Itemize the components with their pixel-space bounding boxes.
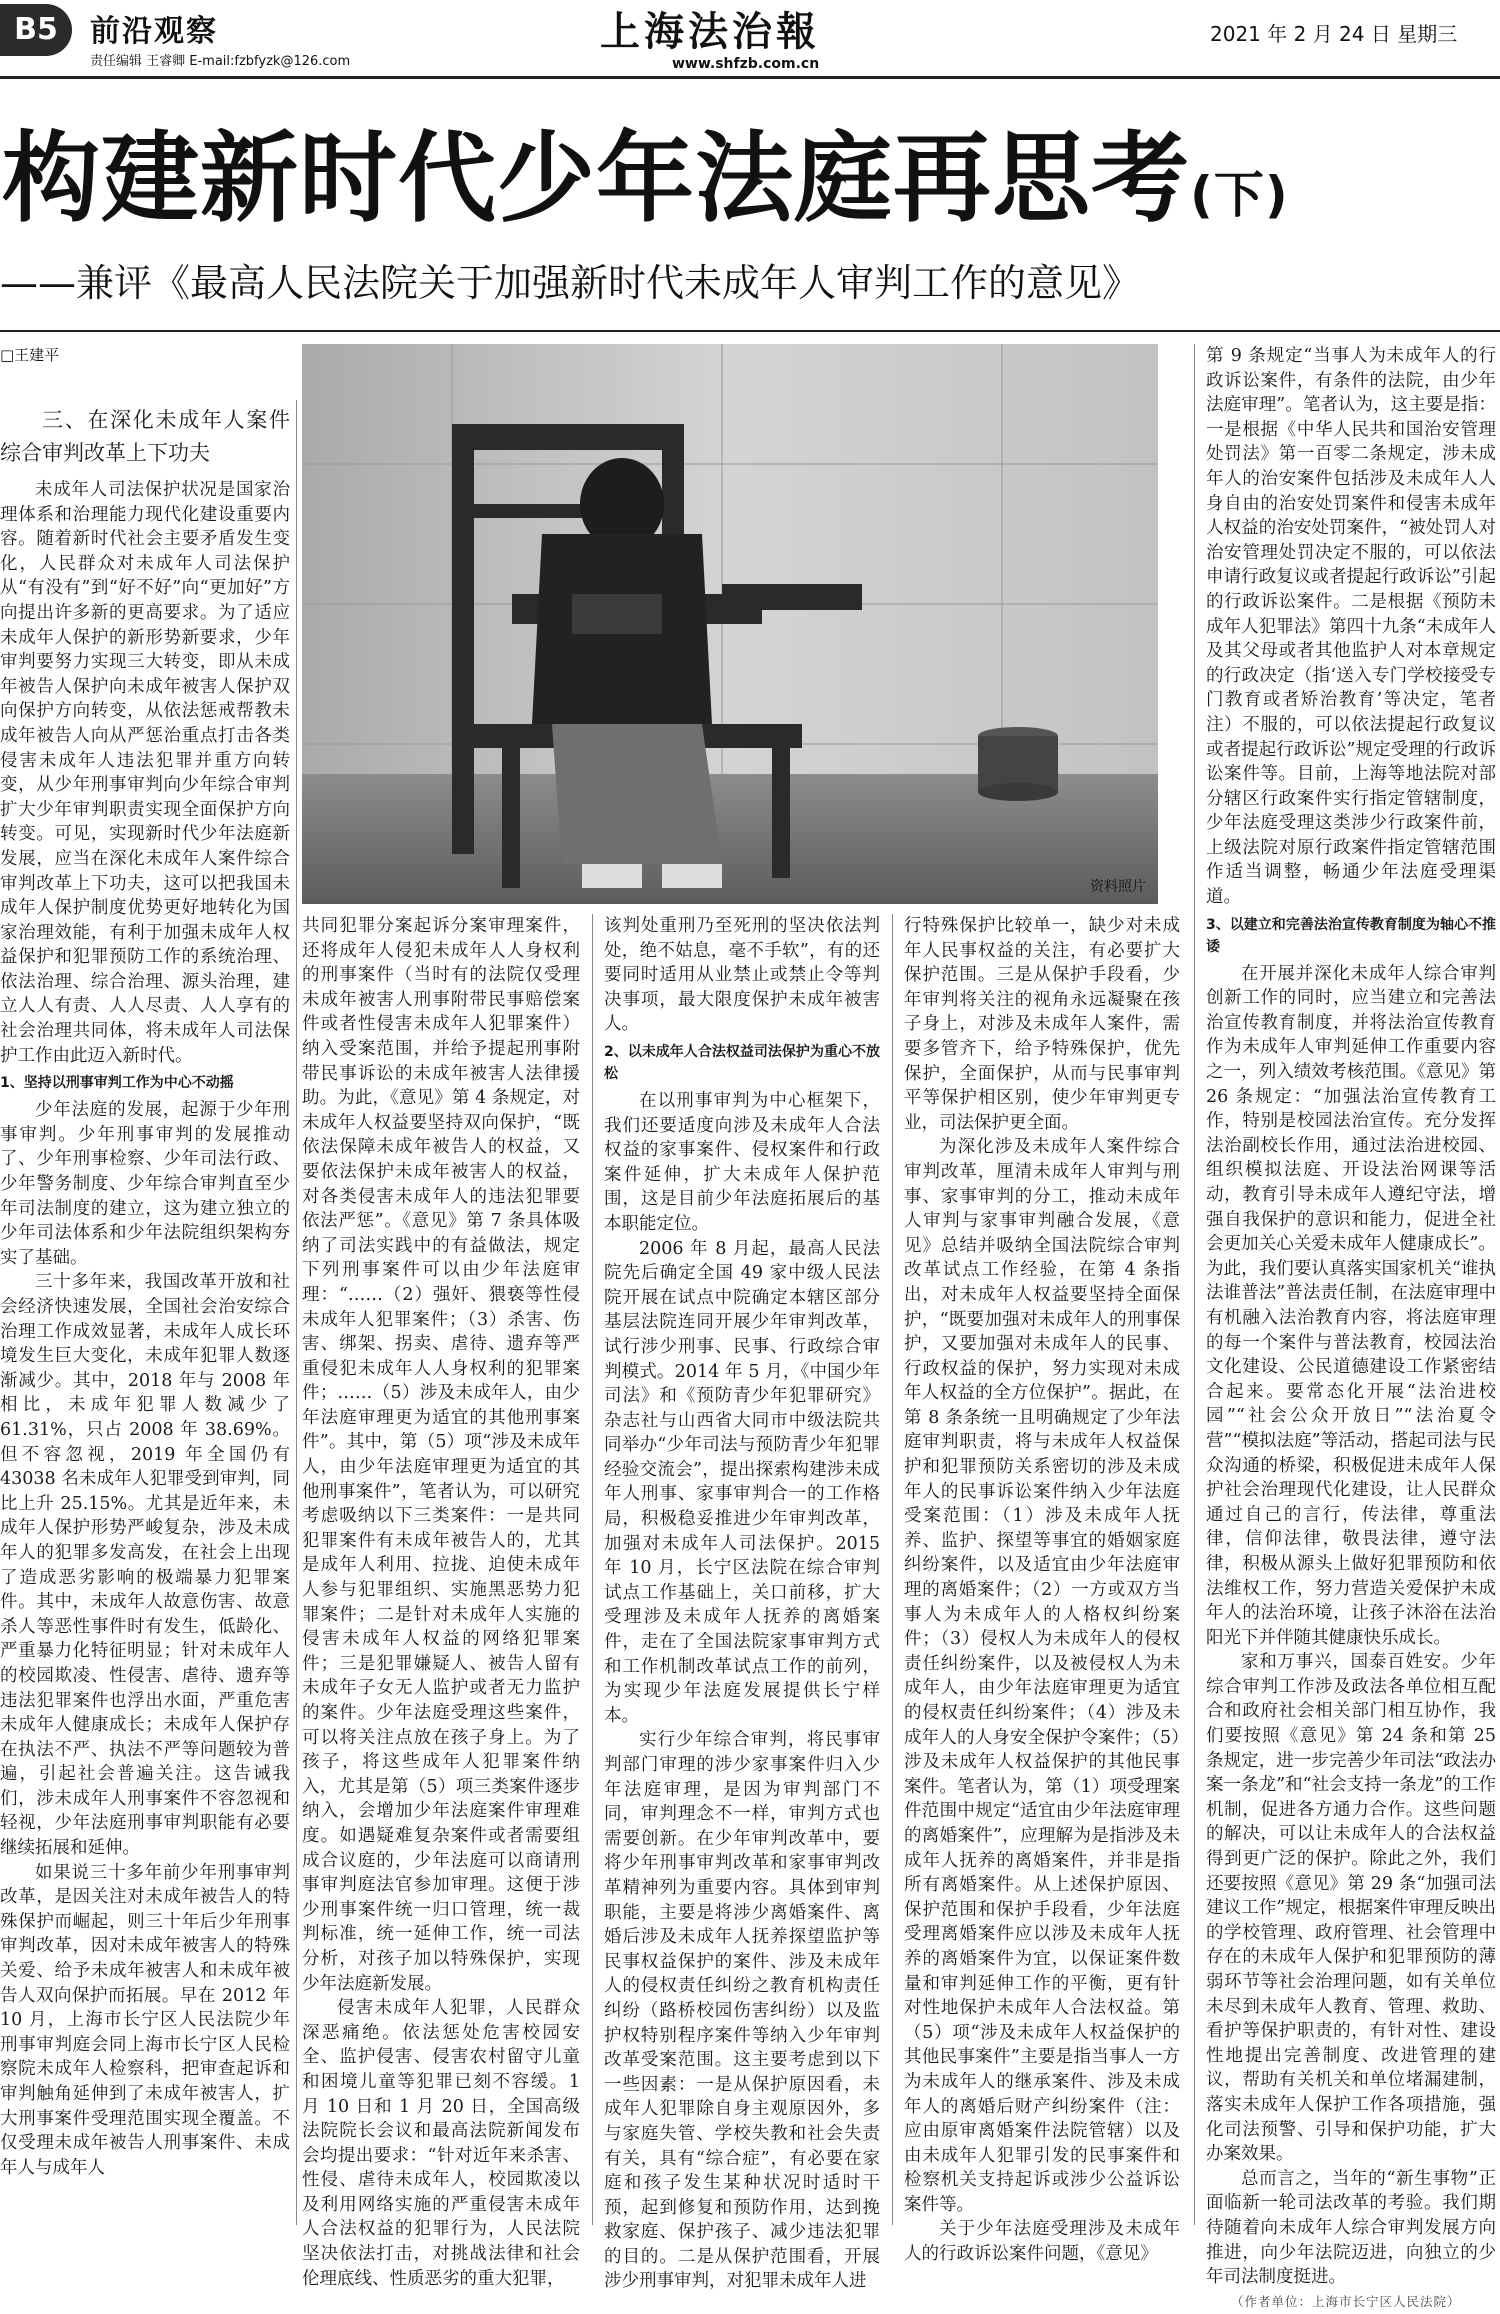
- article-headline: [2, 100, 1289, 241]
- paragraph: 三十多年来，我国改革开放和社会经济快速发展，全国社会治安综合治理工作成效显著，未成年人成长环境发生巨大变化，未成年犯罪人数逐渐减少。其中，2018 年与 2008 年相比，未成年犯罪人数减少了 61.31%，只占 2008 年 38.69%。但不容忽视，2019 年全国仍有 43038 名未成年人犯罪受到审判，同比上升 25.15%。尤其是近年来，未成年人保护形势严峻复杂，涉及未成年人的犯罪多发高发，在社会上出现了造成恶劣影响的极端暴力犯罪案件。其中，未成年人故意伤害、故意杀人等恶性事件时有发生，低龄化、严重暴力化特征明显；针对未成年人的校园欺凌、性侵害、虐待、遗弃等违法犯罪案件也浮出水面，严重危害未成年人健康成长；未成年人保护存在执法不严、执法不严等问题较为普遍，引起社会普遍关注。这告诫我们，涉未成年人刑事案件不容忽视和轻视，少年法庭刑事审判职能有必要继续拓展和延伸。: [0, 1272, 290, 1859]
- subsection-heading: 1、坚持以刑事审判工作为中心不动摇: [0, 1075, 234, 1092]
- column-divider: [892, 914, 893, 2225]
- byline: □王建平: [0, 346, 60, 364]
- section-name: 前沿观察: [90, 14, 218, 49]
- header-rule: [0, 76, 1500, 79]
- column-1: [0, 400, 290, 2225]
- paragraph: 总而言之，当年的“新生事物”正面临新一轮司法改革的考验。我们期待随着向未成年人综合审判发展方向推进，向少年法院迈进，向独立的少年司法制度挺进。: [1206, 2168, 1496, 2288]
- paragraph: 家和万事兴，国泰百姓安。少年综合审判工作涉及政法各单位相互配合和政府社会相关部门相互协作，我们要按照《意见》第 24 条和第 25 条规定，进一步完善少年司法“政法办案一条龙”和“社会支持一条龙”的工作机制，促进各方通力合作。这些问题的解决，可以让未成年人的合法权益得到更广泛的保护。除此之外，我们还要按照《意见》第 29 条“加强司法建议工作”规定，根据案件审理反映出的学校管理、政府管理、社会管理中存在的未成年人保护和犯罪预防的薄弱环节等社会治理问题，如有关单位未尽到未成年人教育、管理、救助、看护等保护职责的，有针对性、建设性地提出完善制度、改进管理的建议，帮助有关机关和单位堵漏建制，落实未成年人保护工作各项措施，强化司法预警、引导和保护功能，扩大办案效果。: [1206, 1652, 1496, 2165]
- paragraph: 2006 年 8 月起，最高人民法院先后确定全国 49 家中级人民法院开展在试点中院确定本辖区部分基层法院连同开展少年审判改革，试行涉少刑事、民事、行政综合审判模式。2014 年 5 月，《中国少年司法》和《预防青少年犯罪研究》杂志社与山西省大同市中级法院共同举办“少年司法与预防青少年犯罪经验交流会”，提出探索构建涉未成年人刑事、家事审判合一的工作格局，积极稳妥推进少年审判改革，加强对未成年人司法保护。2015 年 10 月，长宁区法院在综合审判试点工作基础上，关口前移，扩大受理涉及未成年人抚养的离婚案件，走在了全国法院家事审判方式和工作机制改革试点工作的前列，为实现少年法庭发展提供长宁样本。: [604, 1238, 880, 1726]
- paragraph: 第 9 条规定“当事人为未成年人的行政诉讼案件，有条件的法院，由少年法庭审理”。笔者认为，这主要是指：一是根据《中华人民共和国治安管理处罚法》第一百零二条规定，涉未成年人的治安案件包括涉及未成年人人身自由的治安处罚案件和侵害未成年人权益的治安处罚案件，“被处罚人对治安管理处罚决定不服的，可以依法申请行政复议或者提起行政诉讼”引起的行政诉讼案件。二是根据《预防未成年人犯罪法》第四十九条“未成年人及其父母或者其他监护人对本章规定的行政决定（指‘送入专门学校接受专门教育或者矫治教育’等决定，笔者注）不服的，可以依法提起行政复议或者提起行政诉讼”规定受理的行政诉讼案件等。目前，上海等地法院对部分辖区行政案件实行指定管辖制度，少年法庭受理这类涉少行政案件前，上级法院对原行政案件指定管辖范围作适当调整，畅通少年法庭受理渠道。: [1206, 346, 1496, 908]
- title-rule: [0, 330, 1500, 332]
- headline-text: 构建新时代少年法庭再思考: [2, 122, 1191, 236]
- headline-suffix: (下): [1190, 166, 1289, 224]
- column-4: [904, 914, 1180, 2265]
- paragraph: 如果说三十多年前少年刑事审判改革，是因关注对未成年被告人的特殊保护而崛起，则三十年后少年刑事审判改革，因对未成年被害人的特殊关爱、给予未成年被害人和未成年被告人双向保护而拓展。早在 2012 年 10 月，上海市长宁区人民法院少年刑事审判庭会同上海市长宁区人民检察院未成年人检察科，把审查起诉和审判触角延伸到了未成年被害人，扩大刑事案件受理范围实现全覆盖。不仅受理未成年被告人刑事案件、未成年人与成年人: [0, 1862, 290, 2178]
- article-subtitle: ——兼评《最高人民法院关于加强新时代未成年人审判工作的意见》: [0, 261, 1141, 305]
- newspaper-url: www.shfzb.com.cn: [672, 56, 820, 72]
- author-unit: （作者单位：上海市长宁区人民法院）: [1231, 2293, 1461, 2309]
- newspaper-masthead: 上海法治報: [600, 8, 820, 55]
- page-number-badge: B5: [0, 4, 72, 56]
- paragraph: 侵害未成年人犯罪，人民群众深恶痛绝。依法惩处危害校园安全、监护侵害、侵害农村留守儿童和困境儿童等犯罪已刻不容缓。1 月 10 日和 1 月 20 日，全国高级法院院长会议和最高法院新闻发布会均提出要求：“针对近年来杀害、性侵、虐待未成年人，校园欺凌以及利用网络实施的严重侵害未成年人合法权益的犯罪行为，人民法院坚决依法打击，对挑战法律和社会伦理底线、性质恶劣的重大犯罪，: [302, 1998, 580, 2289]
- column-2: [302, 914, 580, 2289]
- paragraph: 少年法庭的发展，起源于少年刑事审判。少年刑事审判的发展推动了、少年刑事检察、少年司法行政、少年警务制度、少年综合审判直至少年司法制度的建立，这为建立独立的少年司法体系和少年法院组织架构夯实了基础。: [0, 1100, 290, 1268]
- paragraph: 该判处重刑乃至死刑的坚决依法判处，绝不姑息，毫不手软”，有的还要同时适用从业禁止或禁止令等判决事项，最大限度保护未成年被害人。: [604, 916, 880, 1035]
- column-divider: [296, 400, 297, 2225]
- paragraph: 未成年人司法保护状况是国家治理体系和治理能力现代化建设重要内容。随着新时代社会主要矛盾发生变化，人民群众对未成年人司法保护从“有没有”到“好不好”向“更加好”方向提出许多新的更高要求。为了适应未成年人保护的新形势新要求，少年审判要努力实现三大转变，即从未成年被告人保护向未成年被害人保护双向保护方向转变，从依法惩戒帮教未成年被告人向从严惩治重点打击各类侵害未成年人违法犯罪并重方向转变，从少年刑事审判向少年综合审判扩大少年审判职责实现全面保护方向转变。可见，实现新时代少年法庭新发展，应当在深化未成年人案件综合审判改革上下功夫，这可以把我国未成年人保护制度优势更好地转化为国家治理效能，有利于加强未成年人权益保护和犯罪预防工作的系统治理、依法治理、综合治理、源头治理，建立人人有责、人人尽责、人人享有的社会治理共同体，将未成年人司法保护工作由此迈入新时代。: [0, 480, 290, 1066]
- column-3: [604, 914, 880, 2292]
- column-divider: [1194, 344, 1195, 2225]
- paragraph: 在开展并深化未成年人综合审判创新工作的同时，应当建立和完善法治宣传教育制度，并将法治宣传教育作为未成年人审判延伸工作重要内容之一，列入绩效考核范围。《意见》第 26 条规定：“加强法治宣传教育工作，特别是校园法治宣传。充分发挥法治副校长作用，通过法治进校园、组织模拟法庭、开设法治网课等活动，教育引导未成年人遵纪守法，增强自我保护的意识和能力，促进全社会更加关心关爱未成年人健康成长”。为此，我们要认真落实国家机关“谁执法谁普法”普法责任制，在法庭审理中有机融入法治教育内容，将法庭审理的每一个案件与普法教育，校园法治文化建设、公民道德建设工作紧密结合起来。要常态化开展“法治进校园”“社会公众开放日”“法治夏令营”“模拟法庭”等活动，搭起司法与民众沟通的桥梁，积极促进未成年人保护社会治理现代化建设，让人民群众通过自己的言行，传法律，尊重法律，信仰法律，敬畏法律，遵守法律，积极从源头上做好犯罪预防和依法维权工作，努力营造关爱保护未成年人的法治环境，让孩子沐浴在法治阳光下并伴随其健康快乐成长。: [1206, 963, 1496, 1648]
- paragraph: 共同犯罪分案起诉分案审理案件，还将成年人侵犯未成年人人身权利的刑事案件（当时有的法院仅受理未成年被害人刑事附带民事赔偿案件或者性侵害未成年人犯罪案件）纳入受案范围，并给予提起刑事附带民事诉讼的未成年被害人法律援助。为此，《意见》第 4 条规定，对未成年人权益要坚持双向保护，“既依法保障未成年被告人的权益，又要依法保护未成年被害人的权益，对各类侵害未成年人的违法犯罪要依法严惩”。《意见》第 7 条具体吸纳了司法实践中的有益做法，规定下列刑事案件可以由少年法庭审理：“……（2）强奸、猥亵等性侵未成年人犯罪案件；（3）杀害、伤害、绑架、拐卖、虐待、遗弃等严重侵犯未成年人人身权利的犯罪案件；……（5）涉及未成年人，由少年法庭审理更为适宜的其他刑事案件”。其中，第（5）项“涉及未成年人，由少年法庭审理更为适宜的其他刑事案件”，笔者认为，可以研究考虑吸纳以下三类案件：一是共同犯罪案件有未成年被告人的，尤其是成年人利用、拉拢、迫使未成年人参与犯罪组织、实施黑恶势力犯罪案件；二是针对未成年人实施的侵害未成年人权益的网络犯罪案件；三是犯罪嫌疑人、被告人留有未成年子女无人监护或者无力监护的案件。少年法庭受理这些案件，可以将关注点放在孩子身上。为了孩子，将这些成年人犯罪案件纳入，尤其是第（5）项三类案件逐步纳入，会增加少年法庭案件审理难度。如遇疑难复杂案件或者需要组成合议庭的，少年法庭可以商请刑事审判庭法官参加审理。这便于涉少刑事案件统一归口管理，统一裁判标准，统一延伸工作，统一司法分析，对孩子加以特殊保护，实现少年法庭新发展。: [302, 916, 580, 1994]
- issue-date: 2021 年 2 月 24 日 星期三: [1210, 22, 1458, 46]
- paragraph: 关于少年法庭受理涉及未成年人的行政诉讼案件问题，《意见》: [904, 2219, 1180, 2265]
- news-photo: [302, 344, 1158, 904]
- subsection-heading: 3、以建立和完善法治宣传教育制度为轴心不推诿: [1206, 916, 1496, 955]
- paragraph: 在以刑事审判为中心框架下，我们还要适度向涉及未成年人合法权益的家事案件、侵权案件和行政案件延伸，扩大未成年人保护范围，这是目前少年法庭拓展后的基本职能定位。: [604, 1090, 880, 1234]
- photo-caption: 资料照片: [1090, 879, 1146, 895]
- subsection-heading: 2、以未成年人合法权益司法保护为重心不放松: [604, 1043, 880, 1082]
- paragraph: 为深化涉及未成年人案件综合审判改革，厘清未成年人审判与刑事、家事审判的分工，推动未成年人审判与家事审判融合发展，《意见》总结并吸纳全国法院综合审判改革试点工作经验，在第 4 条指出，对未成年人权益要坚持全面保护，“既要加强对未成年人的刑事保护，又要加强对未成年人的民事、行政权益的保护，努力实现对未成年人权益的全方位保护”。据此，在第 8 条条统一且明确规定了少年法庭审判职责，将与未成年人权益保护和犯罪预防关系密切的涉及未成年人的民事诉讼案件纳入少年法庭受案范围：（1）涉及未成年人抚养、监护、探望等事宜的婚姻家庭纠纷案件，以及适宜由少年法庭审理的离婚案件；（2）一方或双方当事人为未成年人的人格权纠纷案件；（3）侵权人为未成年人的侵权责任纠纷案件，以及被侵权人为未成年人，由少年法庭审理更为适宜的侵权责任纠纷案件；（4）涉及未成年人的人身安全保护令案件；（5）涉及未成年人权益保护的其他民事案件。笔者认为，第（1）项受理案件范围中规定“适宜由少年法庭审理的离婚案件”，应理解为是指涉及未成年人抚养的离婚案件，并非是指所有离婚案件。从上述保护原因、保护范围和保护手段看，少年法庭受理离婚案件应以涉及未成年人抚养的离婚案件为宜，以保证案件数量和审判延伸工作的平衡，更有针对性地保护未成年人合法权益。第（5）项“涉及未成年人权益保护的其他民事案件”主要是指当事人一方为未成年人的继承案件、涉及未成年人的离婚后财产纠纷案件（注：应由原审离婚案件法院管辖）以及由未成年人犯罪引发的民事案件和检察机关支持起诉或涉少公益诉讼案件等。: [904, 1137, 1180, 2215]
- column-divider: [592, 914, 593, 2225]
- column-5: [1206, 344, 1496, 2309]
- editor-credit: 责任编辑 王睿卿 E-mail:fzbfyzk@126.com: [90, 54, 351, 69]
- photo-illustration: [302, 344, 1158, 904]
- section-heading: 三、在深化未成年人案件综合审判改革上下功夫: [0, 408, 290, 465]
- paragraph: 行特殊保护比较单一，缺少对未成年人民事权益的关注，有必要扩大保护范围。三是从保护手段看，少年审判将关注的视角永远凝聚在孩子身上，对涉及未成年人案件，需要多管齐下，给予特殊保护，优先保护，全面保护，从而与民事审判平等保护相区别，使少年审判更专业，司法保护更全面。: [904, 916, 1180, 1133]
- paragraph: 实行少年综合审判，将民事审判部门审理的涉少家事案件归入少年法庭审理，是因为审判部门不同，审判理念不一样，审判方式也需要创新。在少年审判改革中，要将少年刑事审判改革和家事审判改革精神列为重要内容。具体到审判职能，主要是将涉少离婚案件、离婚后涉及未成年人抚养探望监护等民事权益保护的案件、涉及未成年人的侵权责任纠纷之教育机构责任纠纷（路桥校园伤害纠纷）以及监护权特别程序案件等纳入少年审判改革受案范围。这主要考虑到以下一些因素：一是从保护原因看，未成年人犯罪除自身主观原因外，多与家庭失管、学校失教和社会失责有关，具有“综合症”，有必要在家庭和孩子发生某种状况时适时干预，起到修复和预防作用，达到挽救家庭、保护孩子、减少违法犯罪的目的。二是从保护范围看，开展涉少刑事审判，对犯罪未成年人进: [604, 1730, 880, 2292]
